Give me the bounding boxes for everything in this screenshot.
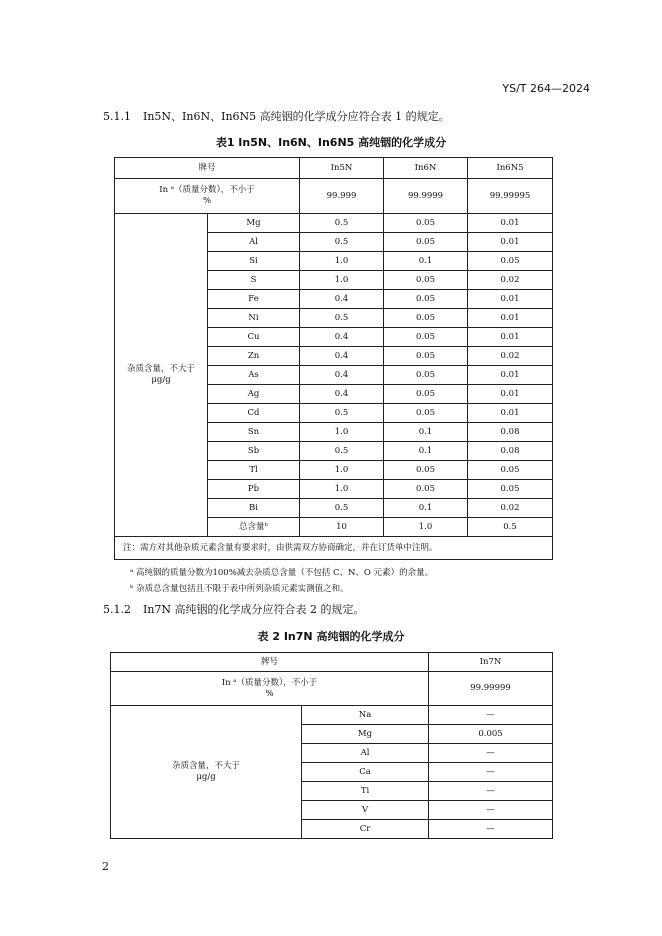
element-cell: Fe <box>208 290 300 309</box>
value-cell: — <box>429 820 553 839</box>
element-cell: Na <box>302 706 429 725</box>
element-cell: Ca <box>302 763 429 782</box>
element-cell: Sn <box>208 423 300 442</box>
element-cell: 总含量ᵇ <box>208 518 300 537</box>
value-cell: 0.4 <box>300 347 384 366</box>
value-cell: 1.0 <box>300 461 384 480</box>
value-cell: 0.02 <box>468 347 553 366</box>
section-text: In5N、In6N、In6N5 高纯铟的化学成分应符合表 1 的规定。 <box>143 110 450 123</box>
value-cell: 0.01 <box>468 290 553 309</box>
table1-header-row <box>115 158 553 179</box>
value-cell: 0.01 <box>468 233 553 252</box>
element-cell: Tl <box>208 461 300 480</box>
value-cell: 0.1 <box>384 442 468 461</box>
element-cell: Zn <box>208 347 300 366</box>
purity-label: In ᵃ（质量分数），不小于 <box>221 677 318 688</box>
table-row <box>115 214 553 233</box>
value-cell: 0.5 <box>300 233 384 252</box>
value-cell: 0.4 <box>300 290 384 309</box>
value-cell: 0.5 <box>300 404 384 423</box>
value-cell: 10 <box>300 518 384 537</box>
value-cell: 0.05 <box>384 271 468 290</box>
value-cell: 1.0 <box>384 518 468 537</box>
value-cell: 0.05 <box>468 480 553 499</box>
value-cell: 0.4 <box>300 328 384 347</box>
section-5-1-2 <box>103 601 365 617</box>
purity-row <box>115 179 553 214</box>
purity-unit: % <box>202 196 212 206</box>
value-cell: 0.08 <box>468 442 553 461</box>
value-cell: — <box>429 782 553 801</box>
value-cell: 0.05 <box>384 309 468 328</box>
value-cell: 1.0 <box>300 271 384 290</box>
element-cell: Mg <box>208 214 300 233</box>
section-number: 5.1.2 <box>103 603 131 616</box>
value-cell: 0.05 <box>468 252 553 271</box>
element-cell: Cr <box>302 820 429 839</box>
value-cell: 0.05 <box>384 290 468 309</box>
value-cell: 1.0 <box>300 252 384 271</box>
col-header: In6N5 <box>468 158 553 179</box>
purity-label-cell <box>111 672 429 706</box>
value-cell: 0.01 <box>468 309 553 328</box>
value-cell: 0.5 <box>300 214 384 233</box>
col-header: In7N <box>429 653 553 672</box>
element-cell: Ti <box>302 782 429 801</box>
element-cell: Al <box>302 744 429 763</box>
value-cell: — <box>429 706 553 725</box>
value-cell: 0.1 <box>384 252 468 271</box>
table1-note: 注：需方对其他杂质元素含量有要求时，由供需双方协商确定，并在订货单中注明。 <box>115 537 553 560</box>
value-cell: 0.05 <box>384 461 468 480</box>
col-header: In5N <box>300 158 384 179</box>
standard-code: YS/T 264—2024 <box>502 82 590 95</box>
value-cell: — <box>429 763 553 782</box>
value-cell: 0.4 <box>300 366 384 385</box>
element-cell: Cd <box>208 404 300 423</box>
footnote-b: ᵇ 杂质总含量包括且不限于表中所列杂质元素实测值之和。 <box>130 584 349 594</box>
col-header: In6N <box>384 158 468 179</box>
value-cell: 0.01 <box>468 385 553 404</box>
value-cell: 0.01 <box>468 404 553 423</box>
impurity-label: 杂质含量，不大于 <box>171 761 240 772</box>
table1-caption: 表1 In5N、In6N、In6N5 高纯铟的化学成分 <box>215 136 447 149</box>
section-5-1-1 <box>103 108 450 124</box>
table2-caption: 表 2 In7N 高纯铟的化学成分 <box>257 630 405 643</box>
value-cell: 0.05 <box>384 404 468 423</box>
purity-unit: % <box>265 688 274 699</box>
impurity-label-cell <box>111 706 302 839</box>
table1-note-row <box>115 537 553 560</box>
element-cell: S <box>208 271 300 290</box>
value-cell: 1.0 <box>300 423 384 442</box>
value-cell: 0.02 <box>468 271 553 290</box>
value-cell: 0.4 <box>300 385 384 404</box>
section-text: In7N 高纯铟的化学成分应符合表 2 的规定。 <box>143 603 365 616</box>
table2 <box>110 652 553 839</box>
element-cell: Cu <box>208 328 300 347</box>
table2-header-row <box>111 653 553 672</box>
value-cell: 0.1 <box>384 499 468 518</box>
value-cell: — <box>429 744 553 763</box>
element-cell: As <box>208 366 300 385</box>
value-cell: 1.0 <box>300 480 384 499</box>
footnote-a: ᵃ 高纯铟的质量分数为100%减去杂质总含量（不包括 C、N、O 元素）的余量。 <box>130 568 434 578</box>
purity-value: 99.99995 <box>468 179 553 214</box>
value-cell: 0.5 <box>300 499 384 518</box>
value-cell: 0.05 <box>384 480 468 499</box>
page-number: 2 <box>102 860 109 873</box>
value-cell: 0.05 <box>384 385 468 404</box>
value-cell: 0.5 <box>300 442 384 461</box>
element-cell: Mg <box>302 725 429 744</box>
purity-row <box>111 672 553 706</box>
grade-header: 牌号 <box>115 158 300 179</box>
value-cell: 0.01 <box>468 214 553 233</box>
value-cell: 0.005 <box>429 725 553 744</box>
purity-label-cell <box>115 179 300 214</box>
element-cell: Ni <box>208 309 300 328</box>
value-cell: 0.05 <box>468 461 553 480</box>
section-number: 5.1.1 <box>103 110 131 123</box>
value-cell: 0.05 <box>384 347 468 366</box>
value-cell: 0.1 <box>384 423 468 442</box>
value-cell: 0.05 <box>384 214 468 233</box>
grade-header: 牌号 <box>111 653 429 672</box>
element-cell: V <box>302 801 429 820</box>
value-cell: 0.05 <box>384 233 468 252</box>
element-cell: Ag <box>208 385 300 404</box>
impurity-label: 杂质含量，不大于 <box>126 364 195 375</box>
purity-value: 99.9999 <box>384 179 468 214</box>
element-cell: Si <box>208 252 300 271</box>
table-row <box>111 706 553 725</box>
purity-value: 99.999 <box>300 179 384 214</box>
purity-label: In ᵃ（质量分数），不小于 <box>159 185 255 196</box>
value-cell: — <box>429 801 553 820</box>
impurity-unit: μg/g <box>151 375 171 385</box>
element-cell: Pb <box>208 480 300 499</box>
value-cell: 0.02 <box>468 499 553 518</box>
table1 <box>114 157 553 560</box>
element-cell: Bi <box>208 499 300 518</box>
impurity-unit: μg/g <box>196 772 216 782</box>
value-cell: 0.5 <box>300 309 384 328</box>
value-cell: 0.08 <box>468 423 553 442</box>
element-cell: Al <box>208 233 300 252</box>
value-cell: 0.01 <box>468 366 553 385</box>
value-cell: 0.5 <box>468 518 553 537</box>
value-cell: 0.01 <box>468 328 553 347</box>
value-cell: 0.05 <box>384 366 468 385</box>
element-cell: Sb <box>208 442 300 461</box>
value-cell: 0.05 <box>384 328 468 347</box>
impurity-label-cell <box>115 214 208 537</box>
purity-value: 99.99999 <box>429 672 553 706</box>
